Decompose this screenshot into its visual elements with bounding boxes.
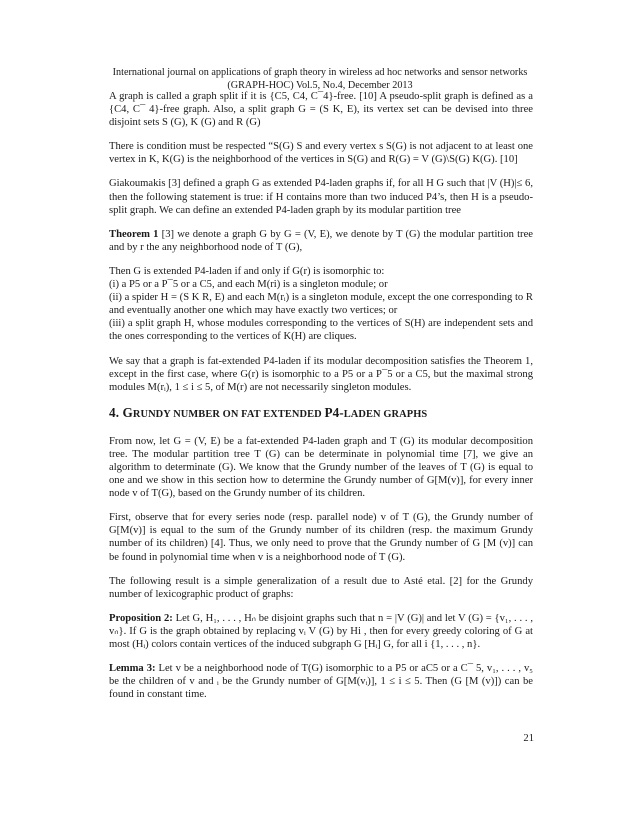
lemma-text: Let v be a neighborhood node of T(G) isomorphic to a P5 or aC5 or a C¯ 5, v₁, . . . , v₅ be the children of v and ᵢ be the Grundy number of G[M(vᵢ)], 1 ≤ i ≤ 5. Then (G [M (v)]) can be found in constant time. (109, 663, 533, 701)
paragraph-fat-extended: We say that a graph is fat-extended P4-laden if its modular decomposition satisfies the Theorem 1, except in the first case, where G(r) is isomorphic to a P5 or a P¯5 or a C5, but the maximal strong modules M(rᵢ), 1 ≤ i ≤ 5, of M(r) are not necessarily singleton modules. (109, 355, 533, 393)
theorem-text: [3] we denote a graph G by G = (V, E), we denote by T (G) the modular partition tree and by r the any neighborhood node of T (G), (109, 228, 533, 253)
paragraph-extended-p4-laden: Giakoumakis [3] defined a graph G as extended P4-laden graphs if, for all H G such that |V (H)|≤ 6, then the following statement is true: if H contains more than two induced P4’s, then H is a pseudo-split graph. We can define an extended P4-laden graph by its modular partition tree (109, 178, 533, 216)
condition-i: (i) a P5 or a P¯5 or a C5, and each M(ri) is a singleton module; or (109, 279, 388, 291)
paragraph-modular-decomposition: From now, let G = (V, E) be a fat-extended P4-laden graph and T (G) its modular decomposition tree. The modular partition tree T (G) can be determinate in polynomial time [7], we give an algorithm to determinate (G). We know that the Grundy number of the leaves of T (G) is equal to one and we show in this section how to determine the Grundy number of G[M(v)], for every inner node v of T(G), based on the Grundy number of its children. (109, 435, 533, 500)
lemma-label: Lemma 3: (109, 663, 156, 675)
theorem-label: Theorem 1 (109, 228, 159, 240)
proposition-text: Let G, H₁, . . . , Hₙ be disjoint graphs such that n = |V (G)| and let V (G) = {v₁, . . . , vₙ}. If G is the graph obtained by replacing vᵢ V (G) by Hi , then for every greedy coloring of G at most (Hᵢ) colors contain vertices of the induced subgraph G [Hᵢ] G, for all i {1, . . . , n}. (109, 612, 533, 650)
running-header (90, 67, 550, 92)
proposition-label: Proposition 2: (109, 612, 173, 624)
page-number: 21 (523, 733, 534, 744)
lemma-3 (109, 662, 533, 701)
page-body (109, 90, 533, 712)
condition-iii: (iii) a split graph H, whose modules corresponding to the vertices of S(H) are independent sets and the ones corresponding to the vertices of K(H) are cliques. (109, 318, 533, 343)
section-heading: 4. GRUNDY NUMBER ON FAT EXTENDED P4-LADEN GRAPHS (109, 404, 428, 420)
paragraph-series-parallel: First, observe that for every series node (resp. parallel node) v of T (G), the Grundy number of G[M(v)] is equal to the sum of the Grundy number of its children (resp. the maximum Grundy number of its children) [4]. Thus, we only need to prove that the Grundy number of G [M (v)] can be found in polynomial time when v is a neighborhood node of T (G). (109, 512, 533, 563)
header-journal-line: International journal on applications of graph theory in wireless ad hoc networks and sensor networks (112, 67, 528, 78)
proposition-2 (109, 612, 533, 651)
condition-ii: (ii) a spider H = (S K R, E) and each M(rᵢ) is a singleton module, except the one corresponding to R and eventually another one which may have exactly two vertices; or (109, 292, 533, 317)
header-volume-line: (GRAPH-HOC) Vol.5, No.4, December 2013 (227, 79, 413, 91)
paragraph-split-graph-definition: A graph is called a graph split if it is {C5, C4, C¯4}-free. [10] A pseudo-split graph is defined as a {C4, C¯ 4}-free graph. Also, a split graph G = (S K, E), its vertex set can be devised into three disjoint sets S (G), K (G) and R (G) (109, 91, 533, 129)
paragraph-generalization: The following result is a simple generalization of a result due to Asté etal. [2] for the Grundy number of lexicographic product of graphs: (109, 575, 533, 600)
condition-intro: Then G is extended P4-laden if and only if G(r) is isomorphic to: (109, 265, 385, 277)
paragraph-split-graph-condition: There is condition must be respected “S(G) S and every vertex s S(G) is not adjacent to at least one vertex in K, K(G) is the neighborhood of the vertices in S(G) and R(G) = V (G)\S(G) K(G). [10] (109, 141, 533, 166)
theorem-1 (109, 228, 533, 254)
paragraph-theorem-conditions (109, 265, 533, 344)
